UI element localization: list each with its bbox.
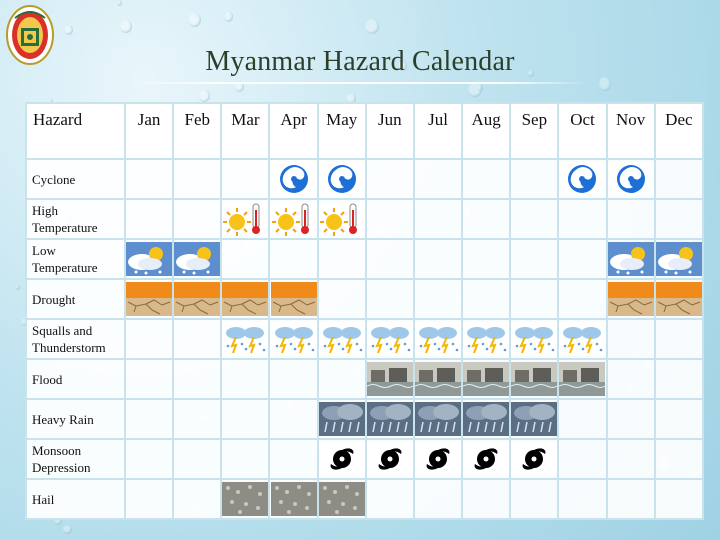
calendar-cell (221, 399, 269, 439)
calendar-cell (510, 159, 558, 199)
calendar-cell (558, 199, 606, 239)
calendar-cell (462, 439, 510, 479)
flood-icon (559, 362, 605, 396)
calendar-cell (125, 239, 173, 279)
drought-icon (126, 282, 172, 316)
calendar-cell (655, 239, 703, 279)
calendar-cell (318, 399, 366, 439)
calendar-cell (655, 159, 703, 199)
calendar-cell (366, 359, 414, 399)
hazard-label: Low Temperature (26, 239, 125, 279)
calendar-cell (558, 239, 606, 279)
low-temperature-icon (174, 242, 220, 276)
calendar-cell (125, 479, 173, 519)
calendar-cell (125, 279, 173, 319)
hazard-header: Hazard (26, 103, 125, 159)
calendar-cell (318, 359, 366, 399)
calendar-cell (462, 239, 510, 279)
hazard-label: Drought (26, 279, 125, 319)
thunderstorm-icon (415, 322, 461, 356)
heavy-rain-icon (511, 402, 557, 436)
calendar-cell (173, 359, 221, 399)
calendar-cell (558, 359, 606, 399)
hazard-table (25, 102, 704, 520)
drought-icon (656, 282, 702, 316)
cyclone-icon (559, 162, 605, 196)
calendar-cell (414, 479, 462, 519)
month-header: May (318, 103, 366, 159)
low-temperature-icon (608, 242, 654, 276)
calendar-cell (269, 439, 317, 479)
calendar-cell (655, 319, 703, 359)
hazard-label: Flood (26, 359, 125, 399)
calendar-cell (462, 279, 510, 319)
calendar-cell (125, 439, 173, 479)
calendar-cell (655, 439, 703, 479)
hazard-label: Cyclone (26, 159, 125, 199)
calendar-cell (462, 319, 510, 359)
month-header: Mar (221, 103, 269, 159)
hazard-label: Monsoon Depression (26, 439, 125, 479)
hazard-row (26, 279, 703, 319)
calendar-cell (173, 239, 221, 279)
hazard-row (26, 199, 703, 239)
calendar-cell (462, 199, 510, 239)
hazard-row (26, 439, 703, 479)
calendar-cell (414, 159, 462, 199)
calendar-cell (221, 239, 269, 279)
month-header: Apr (269, 103, 317, 159)
calendar-cell (510, 479, 558, 519)
calendar-cell (462, 359, 510, 399)
thunderstorm-icon (222, 322, 268, 356)
depression-icon (319, 442, 365, 476)
month-header: Feb (173, 103, 221, 159)
calendar-cell (510, 439, 558, 479)
flood-icon (367, 362, 413, 396)
calendar-cell (607, 319, 655, 359)
calendar-cell (173, 439, 221, 479)
calendar-cell (655, 279, 703, 319)
calendar-cell (414, 319, 462, 359)
calendar-cell (221, 159, 269, 199)
thunderstorm-icon (367, 322, 413, 356)
calendar-cell (125, 319, 173, 359)
cyclone-icon (608, 162, 654, 196)
calendar-cell (462, 159, 510, 199)
calendar-cell (462, 399, 510, 439)
calendar-cell (558, 279, 606, 319)
depression-icon (511, 442, 557, 476)
month-header: Jul (414, 103, 462, 159)
calendar-cell (414, 399, 462, 439)
calendar-cell (510, 239, 558, 279)
calendar-cell (221, 359, 269, 399)
calendar-cell (510, 199, 558, 239)
month-header: Aug (462, 103, 510, 159)
calendar-cell (269, 319, 317, 359)
calendar-cell (318, 159, 366, 199)
calendar-cell (269, 279, 317, 319)
high-temperature-icon (270, 202, 316, 236)
hazard-row (26, 399, 703, 439)
calendar-cell (414, 199, 462, 239)
thunderstorm-icon (559, 322, 605, 356)
calendar-cell (462, 479, 510, 519)
hail-icon (222, 482, 268, 516)
hazard-row (26, 239, 703, 279)
month-header: Sep (510, 103, 558, 159)
cyclone-icon (270, 162, 316, 196)
title-underline (130, 82, 590, 84)
calendar-cell (173, 479, 221, 519)
hail-icon (319, 482, 365, 516)
calendar-cell (318, 319, 366, 359)
cyclone-icon (319, 162, 365, 196)
calendar-cell (366, 199, 414, 239)
calendar-cell (655, 399, 703, 439)
calendar-cell (607, 279, 655, 319)
calendar-cell (366, 279, 414, 319)
calendar-cell (125, 199, 173, 239)
calendar-cell (607, 199, 655, 239)
calendar-cell (173, 399, 221, 439)
calendar-cell (366, 159, 414, 199)
calendar-cell (510, 359, 558, 399)
calendar-cell (269, 479, 317, 519)
calendar-cell (318, 239, 366, 279)
month-header: Nov (607, 103, 655, 159)
calendar-cell (655, 359, 703, 399)
calendar-cell (655, 479, 703, 519)
hazard-label: High Temperature (26, 199, 125, 239)
month-header: Oct (558, 103, 606, 159)
heavy-rain-icon (415, 402, 461, 436)
month-header: Jan (125, 103, 173, 159)
hazard-label: Squalls and Thunderstorm (26, 319, 125, 359)
thunderstorm-icon (511, 322, 557, 356)
calendar-cell (125, 159, 173, 199)
page-title: Myanmar Hazard Calendar (205, 46, 515, 77)
calendar-cell (607, 479, 655, 519)
calendar-cell (221, 279, 269, 319)
calendar-cell (607, 159, 655, 199)
calendar-cell (366, 319, 414, 359)
hazard-label: Hail (26, 479, 125, 519)
hazard-label: Heavy Rain (26, 399, 125, 439)
calendar-cell (269, 159, 317, 199)
hazard-row (26, 319, 703, 359)
calendar-cell (607, 359, 655, 399)
drought-icon (270, 282, 316, 316)
calendar-cell (269, 239, 317, 279)
calendar-cell (510, 279, 558, 319)
calendar-cell (125, 399, 173, 439)
thunderstorm-icon (463, 322, 509, 356)
header-row (26, 103, 703, 159)
calendar-cell (221, 479, 269, 519)
calendar-cell (366, 239, 414, 279)
month-header: Jun (366, 103, 414, 159)
calendar-cell (510, 319, 558, 359)
thunderstorm-icon (270, 322, 316, 356)
depression-icon (367, 442, 413, 476)
calendar-cell (558, 479, 606, 519)
hazard-row (26, 159, 703, 199)
calendar-cell (173, 199, 221, 239)
calendar-cell (558, 159, 606, 199)
calendar-cell (269, 359, 317, 399)
calendar-cell (221, 439, 269, 479)
calendar-cell (173, 279, 221, 319)
calendar-cell (414, 279, 462, 319)
calendar-cell (318, 439, 366, 479)
calendar-cell (318, 199, 366, 239)
low-temperature-icon (656, 242, 702, 276)
calendar-cell (414, 359, 462, 399)
calendar-cell (607, 239, 655, 279)
heavy-rain-icon (367, 402, 413, 436)
flood-icon (415, 362, 461, 396)
calendar-cell (655, 199, 703, 239)
calendar-cell (173, 319, 221, 359)
hazard-row (26, 359, 703, 399)
calendar-cell (221, 319, 269, 359)
calendar-cell (366, 479, 414, 519)
high-temperature-icon (222, 202, 268, 236)
calendar-cell (414, 239, 462, 279)
calendar-cell (366, 399, 414, 439)
drought-icon (222, 282, 268, 316)
drought-icon (608, 282, 654, 316)
calendar-cell (269, 399, 317, 439)
calendar-cell (607, 439, 655, 479)
calendar-cell (173, 159, 221, 199)
calendar-cell (366, 439, 414, 479)
calendar-cell (269, 199, 317, 239)
high-temperature-icon (319, 202, 365, 236)
calendar-cell (318, 279, 366, 319)
thunderstorm-icon (319, 322, 365, 356)
month-header: Dec (655, 103, 703, 159)
hazard-row (26, 479, 703, 519)
calendar-cell (558, 319, 606, 359)
hail-icon (270, 482, 316, 516)
heavy-rain-icon (319, 402, 365, 436)
low-temperature-icon (126, 242, 172, 276)
calendar-cell (510, 399, 558, 439)
calendar-cell (221, 199, 269, 239)
calendar-cell (318, 479, 366, 519)
flood-icon (463, 362, 509, 396)
calendar-cell (607, 399, 655, 439)
flood-icon (511, 362, 557, 396)
heavy-rain-icon (463, 402, 509, 436)
calendar-cell (558, 399, 606, 439)
drought-icon (174, 282, 220, 316)
calendar-cell (125, 359, 173, 399)
depression-icon (463, 442, 509, 476)
calendar-cell (414, 439, 462, 479)
depression-icon (415, 442, 461, 476)
calendar-cell (558, 439, 606, 479)
hazard-calendar (25, 102, 704, 520)
